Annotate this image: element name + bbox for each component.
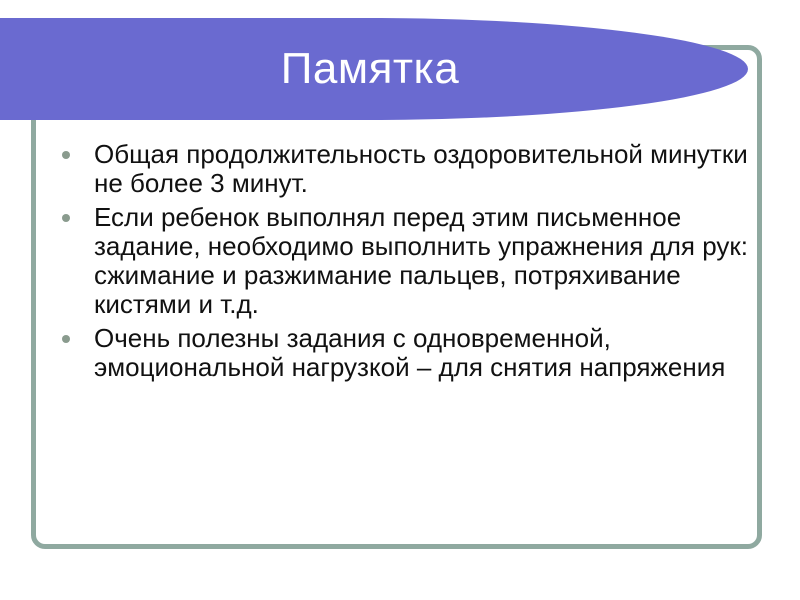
bullet-item [60, 140, 750, 198]
bullet-dot-icon [62, 214, 70, 222]
bullet-text: Очень полезны задания с одновременной, эмоциональной нагрузкой – для снятия напряжения [94, 323, 726, 382]
bullet-item [60, 203, 750, 319]
bullet-dot-icon [62, 151, 70, 159]
slide-title: Памятка [280, 44, 460, 93]
bullet-dot-icon [62, 335, 70, 343]
bullet-item [60, 324, 750, 382]
bullet-text: Если ребенок выполнял перед этим письменное задание, необходимо выполнить упражнения для рук: сжимание и разжимание пальцев, потряхивание кистями и т.д. [94, 202, 748, 319]
bullet-list [60, 140, 750, 387]
bullet-text: Общая продолжительность оздоровительной минутки не более 3 минут. [94, 139, 748, 198]
